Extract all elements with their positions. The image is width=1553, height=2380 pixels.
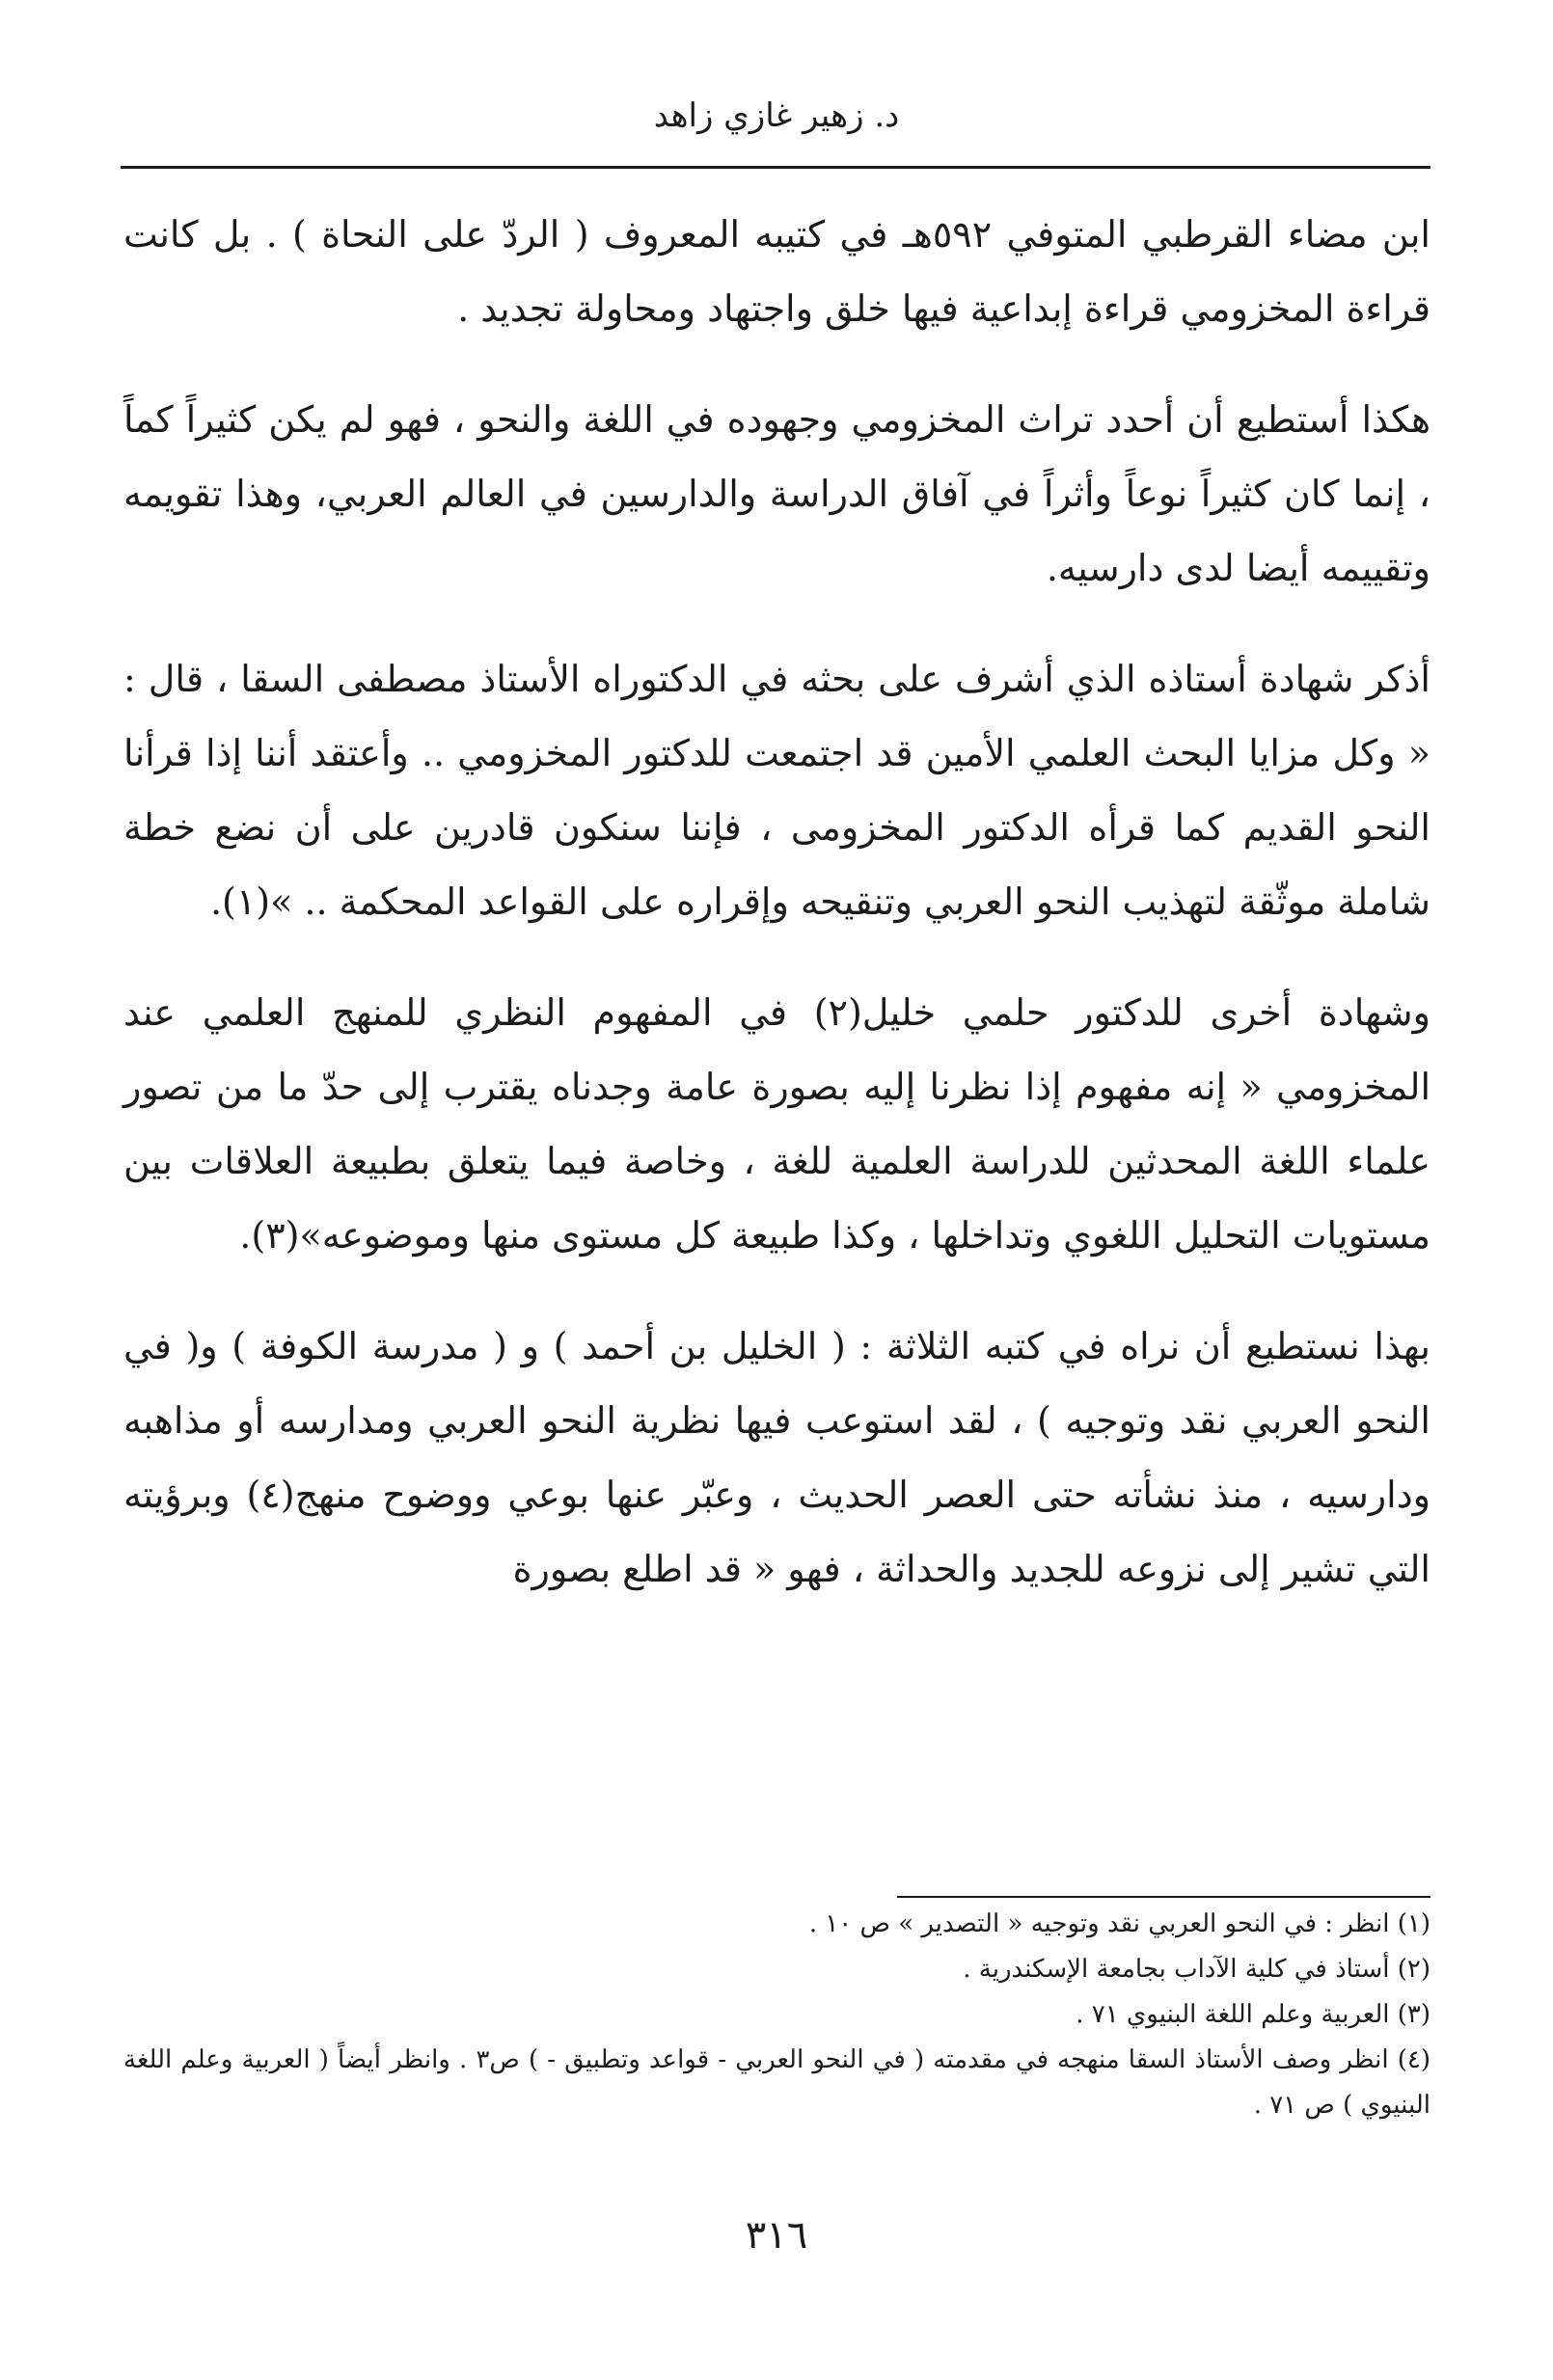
paragraph: وشهادة أخرى للدكتور حلمي خليل(٢) في المفهوم النظري للمنهج العلمي عند المخزومي « إنه مفهوم إذا نظرنا إليه بصورة عامة وجدناه يقترب إلى حدّ ما من تصور علماء اللغة المحدثين للدراسة العلمية للغة ، وخاصة فيما يتعلق بطبيعة العلاقات بين مستويات التحليل اللغوي وتداخلها ، وكذا طبيعة كل مستوى منها وموضوعه»(٣). bbox=[123, 991, 1430, 1257]
paragraph: بهذا نستطيع أن نراه في كتبه الثلاثة : ( الخليل بن أحمد ) و ( مدرسة الكوفة ) و( في النحو العربي نقد وتوجيه ) ، لقد استوعب فيها نظرية النحو العربي ومدارسه أو مذاهبه ودارسيه ، منذ نشأته حتى العصر الحديث ، وعبّر عنها بوعي ووضوح منهج(٤) وبرؤيته التي تشير إلى نزوعه للجديد والحداثة ، فهو « قد اطلع بصورة bbox=[123, 1325, 1430, 1590]
header-rule bbox=[121, 166, 1430, 169]
paragraph: ابن مضاء القرطبي المتوفي ٥٩٢هـ في كتيبه المعروف ( الردّ على النحاة ) . بل كانت قراءة المخزومي قراءة إبداعية فيها خلق واجتهاد ومحاولة تجديد . bbox=[123, 213, 1430, 330]
page-number: ٣١٦ bbox=[745, 2213, 808, 2258]
footnote: (٤) انظر وصف الأستاذ السقا منهجه في مقدمته ( في النحو العربي - قواعد وتطبيق - ) ص٣ . وانظر أيضاً ( العربية وعلم اللغة البنيوي ) ص ٧١ . bbox=[123, 2045, 1430, 2120]
running-head: د. زهير غازي زاهد bbox=[653, 96, 900, 135]
main-text bbox=[123, 198, 1430, 1607]
footnotes bbox=[123, 1902, 1430, 2128]
footnote: (١) انظر : في النحو العربي نقد وتوجيه « التصدير » ص ١٠ . bbox=[808, 1909, 1430, 1938]
footnote: (٢) أستاذ في كلية الآداب بجامعة الإسكندرية . bbox=[963, 1955, 1430, 1984]
paragraph: هكذا أستطيع أن أحدد تراث المخزومي وجهوده في اللغة والنحو ، فهو لم يكن كثيراً كماً ، إنما كان كثيراً نوعاً وأثراً في آفاق الدراسة والدارسين في العالم العربي، وهذا تقويمه وتقييمه أيضا لدى دارسيه. bbox=[123, 398, 1431, 589]
footnote-rule bbox=[897, 1896, 1430, 1898]
paragraph: أذكر شهادة أستاذه الذي أشرف على بحثه في الدكتوراه الأستاذ مصطفى السقا ، قال : « وكل مزايا البحث العلمي الأمين قد اجتمعت للدكتور المخزومي .. وأعتقد أننا إذا قرأنا النحو القديم كما قرأه الدكتور المخزومى ، فإننا سنكون قادرين على أن نضع خطة شاملة موثّقة لتهذيب النحو العربي وتنقيحه وإقراره على القواعد المحكمة .. »(١). bbox=[123, 658, 1430, 923]
footnote: (٣) العربية وعلم اللغة البنيوي ٧١ . bbox=[1076, 2000, 1430, 2029]
